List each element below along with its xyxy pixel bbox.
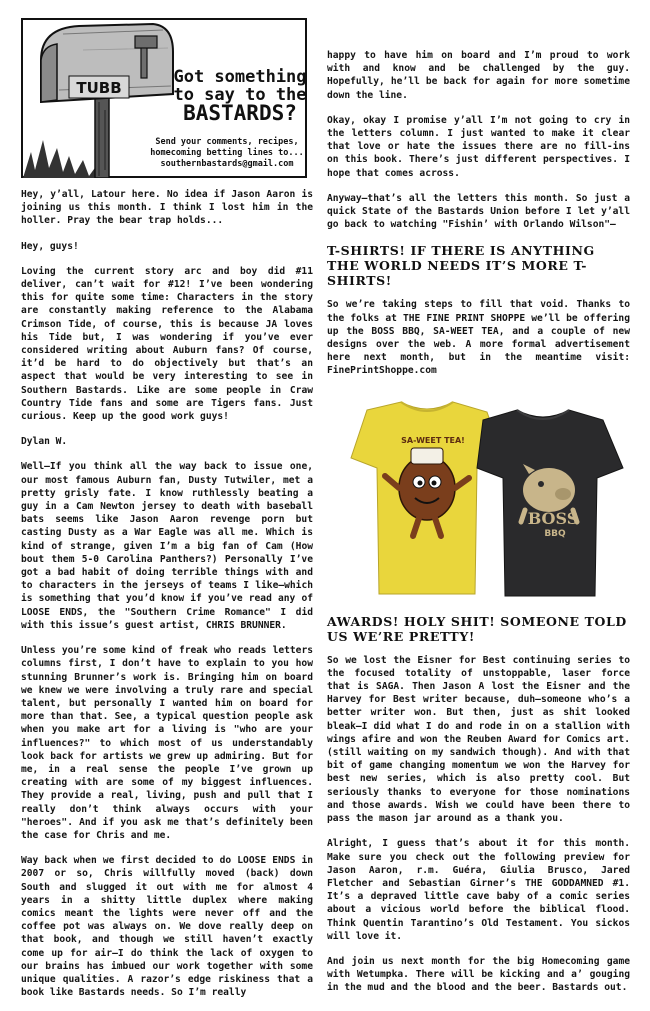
yellow-tshirt xyxy=(351,402,503,594)
left-paragraph-3: Loving the current story arc and boy did #11 deliver, can’t wait for #12! I’ve been wondering this for quite some time: Characters in the story are constantly making reference to the Alabama Crimson Tide, of course, this is because JA loves his Tide but, I was wondering if you’ve ever considered writing about Auburn fans? Of course, it’d be hard to do objectively but that’s an aspect that would be very interesting to see in Southern Bastards. Like are some people in Craw Country Tide fans and some are Tigers fans. Just curious. Keep up the good work guys! xyxy=(21,265,313,423)
left-paragraph-1: Hey, y’all, Latour here. No idea if Jason Aaron is joining us this month. I think I lost him in the holler. Pray the bear trap holds... xyxy=(21,189,313,227)
right-paragraph-5: So we lost the Eisner for Best continuing series to the focused totality of unstoppable, laser force that is SAGA. Then Jason A lost the Eisner and the Harvey for Best writer because, duh—someone who’s a better writer won. But then, just as shit looked bleak—I did what I do and rode in on a stallion with wings afire and won the Reuben Award for Comics art. (still waiting on my sandwich though). And with that bit of game changing momentum we won the Harvey for best new series, which is also pretty cool. But seriously thanks to everyone for those nominations and those awards. Wish we could have been there to pass the mason jar around as a thank you. xyxy=(327,654,630,825)
right-paragraph-7: And join us next month for the big Homecoming game with Wetumpka. There will be kicking and a’ gouging in the mud and the blood and the beer. Bastards out. xyxy=(327,955,630,994)
right-paragraph-4: So we’re taking steps to fill that void. Thanks to the folks at THE FINE PRINT SHOPPE we’ll be offering up the BOSS BBQ, SA-WEET TEA, and a couple of new designs over the web. A more formal advertisement here next month, but in the meantime visit: FinePrintShoppe.com xyxy=(327,299,630,377)
awards-heading: AWARDS! HOLY SHIT! SOMEONE TOLD US WE’RE PRETTY! xyxy=(327,613,627,644)
left-paragraph-2: Hey, guys! xyxy=(21,240,79,252)
mailbox-name: TUBB xyxy=(76,79,122,97)
left-paragraph-6: Unless you’re some kind of freak who reads letters columns first, I don’t have to explain to you how stunning Brunner’s work is. Bringing him on board we knew we were involving a truly rare and special talent, but personally I wanted him on board for more than that. See, a typical question people ask when you make art for a living is "who are your influences?" to which most of us understandably look back for artists we grew up admiring. But for me, in a real sense the people I’ve grown up creating with are some of my biggest influences. They provide a real, living, push and pull that I really don’t think always occurs with your "heroes". And if you ask me that’s definitely been the case for Chris and me. xyxy=(21,645,313,841)
left-paragraph-4: Dylan W. xyxy=(21,436,68,448)
right-paragraph-2: Okay, okay I promise y’all I’m not going to cry in the letters column. I just wanted to make it clear that love or hate the issues there are no fill-ins on this book. There’s just different perspectives. I hope that comes across. xyxy=(327,114,630,179)
header-title-line2: to say to the xyxy=(173,85,307,105)
right-paragraph-6: Alright, I guess that’s about it for this month. Make sure you check out the following preview for Jason Aaron, r.m. Guéra, Giulia Brusco, Jared Fletcher and Sebastian Girner’s THE GODDAMNED #1. It’s a depraved little cave baby of a comic series about a vicious world before the biblical flood. Think Quentin Tarantino’s Old Testament. You sickos will love it. xyxy=(327,838,630,942)
yellow-shirt-print-text: SA-WEET TEA! xyxy=(401,435,465,445)
right-paragraph-1: happy to have him on board and I’m proud to work with and know and be challenged by the guy. Hopefully, he’ll be back for again for more sometime down the line. xyxy=(327,50,630,101)
black-tshirt xyxy=(477,410,623,596)
right-paragraph-3: Anyway—that’s all the letters this month. So just a quick State of the Bastards Union before I let y’all go back to watching "Fishin’ with Orlando Wilson"— xyxy=(327,192,630,231)
letters-header xyxy=(21,18,307,178)
header-email: southernbastards@gmail.com xyxy=(160,159,294,169)
right-column xyxy=(327,49,630,1007)
black-shirt-print-bbq: BBQ xyxy=(544,528,566,539)
left-paragraph-5: Well—If you think all the way back to issue one, our most famous Auburn fan, Dusty Tutwiler, met a pretty grisly fate. I know ruthlessly beating a guy in a Cam Newton jersey to death with baseball bats seems like Jason Aaron revenge porn but casting Dusty as a War Eagle was all me. Which is kind of strange, given I’m a big fan of Cam (How bout them 5-0 Carolina Panthers?) Personally I’ve got a bad habit of doing terrible things with and to characters in the jerseys of teams I like—which is something that you’d know if you’ve read any of LOOSE ENDS, the "Southern Crime Romance" I did with this issue’s guest artist, CHRIS BRUNNER. xyxy=(21,461,313,631)
header-subtitle xyxy=(149,137,305,170)
header-sub-line1: Send your comments, recipes, xyxy=(155,137,299,147)
header-title xyxy=(169,67,311,125)
tshirts-image xyxy=(327,398,630,598)
left-column xyxy=(21,18,313,1011)
header-sub-line2: homecoming betting lines to... xyxy=(150,148,304,158)
left-paragraph-7: Way back when we first decided to do LOOSE ENDS in 2007 or so, Chris willfully moved (back) down South and slugged it out with me for almost 4 years in a shitty little duplex where making comics meant the lights were never off and the coffee pot was always on. We dove really deep on that book, and though we still haven’t exactly come up for air—I do think the lack of oxygen to our brains has imbued our work together with some unique qualities. A razor’s edge riskiness that a book like Bastards needs. So I’m really xyxy=(21,855,313,999)
header-title-line1: Got something xyxy=(173,67,307,87)
header-title-line3: BASTARDS? xyxy=(183,101,297,125)
black-shirt-print-boss: BOSS xyxy=(527,508,579,528)
tshirts-heading: T-SHIRTS! IF THERE IS ANYTHING THE WORLD NEEDS IT’S MORE T-SHIRTS! xyxy=(327,243,595,289)
